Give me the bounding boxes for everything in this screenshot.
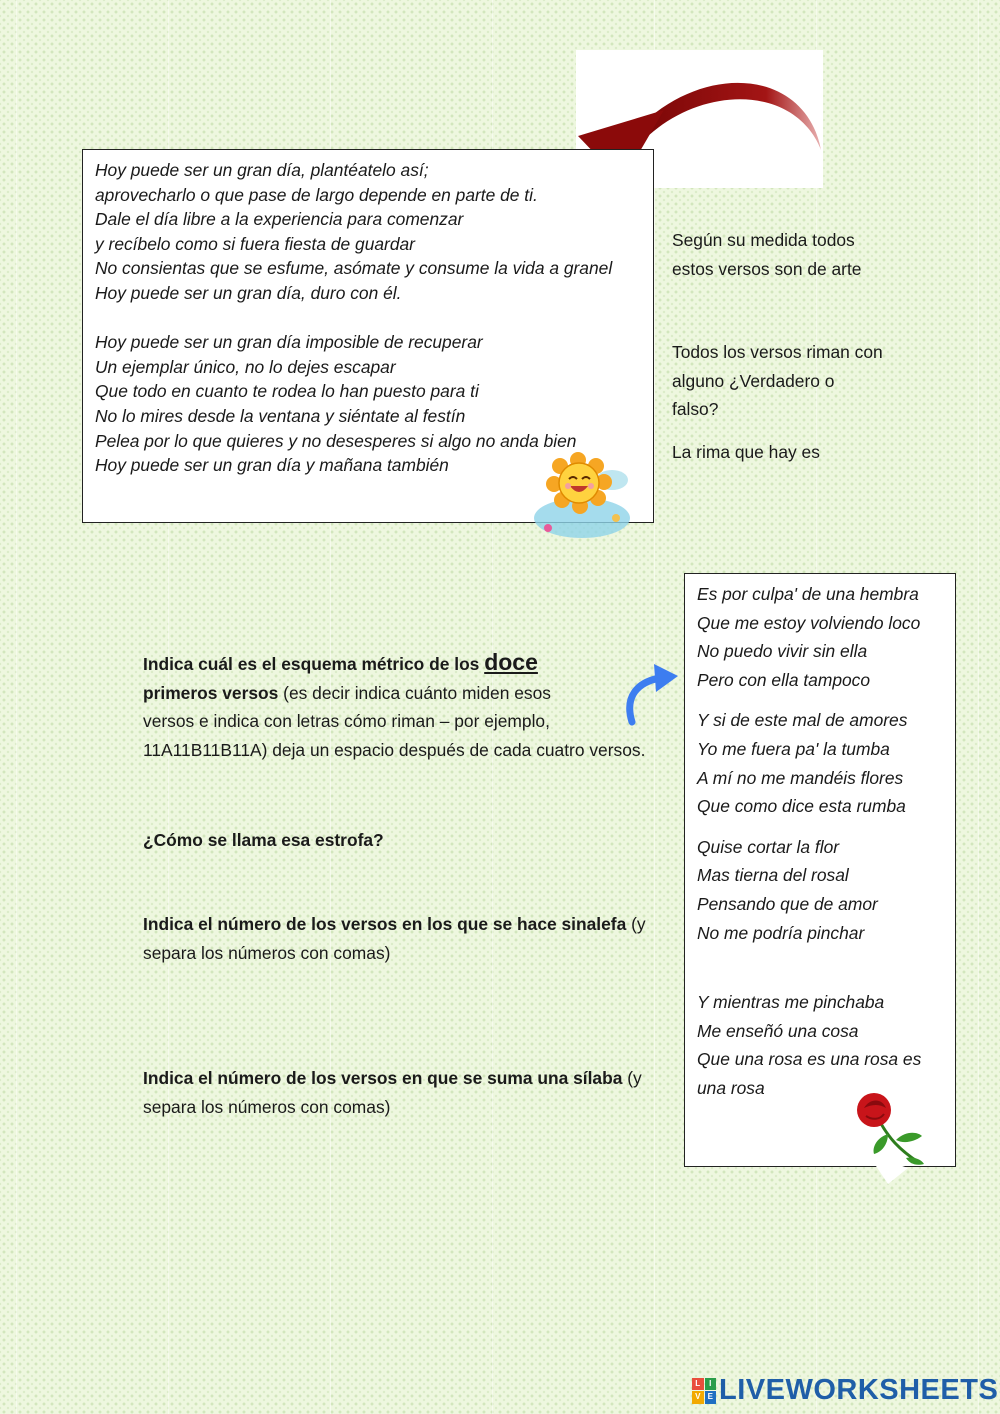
verse-line: Hoy puede ser un gran día, duro con él. xyxy=(95,282,402,303)
instruction-line xyxy=(143,679,673,708)
rose-icon xyxy=(848,1088,932,1184)
verse-line: Pero con ella tampoco xyxy=(697,669,871,690)
instruction-bold: primeros versos xyxy=(143,682,279,703)
question-rhyme-true-false xyxy=(672,338,892,424)
instruction-metric-scheme xyxy=(143,648,673,764)
instruction-bold: Indica cuál es el esquema métrico de los xyxy=(143,654,485,674)
question-text: falso? xyxy=(672,399,719,420)
verse-line: Hoy puede ser un gran día y mañana también xyxy=(95,455,449,476)
verse-line: No lo mires desde la ventana y siéntate al festín xyxy=(95,405,466,426)
bg-line xyxy=(978,0,979,1414)
verse-line: Y mientras me pinchaba xyxy=(697,992,885,1013)
poem2-stanza-2 xyxy=(697,706,943,820)
instruction-line xyxy=(143,648,673,679)
question-text: Según su medida todos xyxy=(672,230,855,250)
instruction-text: versos e indica con letras cómo riman – por ejemplo, xyxy=(143,711,550,732)
question-text: estos versos son de arte xyxy=(672,258,862,279)
logo-mark-letter: L xyxy=(692,1378,704,1391)
logo-mark-letter: E xyxy=(705,1391,717,1404)
verse-line: Dale el día libre a la experiencia para comenzar xyxy=(95,209,464,230)
instruction-text: (y xyxy=(622,1068,642,1088)
instruction-text: (es decir indica cuánto miden esos xyxy=(278,682,551,703)
instruction-line xyxy=(143,910,663,939)
verse-line: Pensando que de amor xyxy=(697,893,878,914)
poem-box-2 xyxy=(684,573,956,1167)
logo-mark-icon xyxy=(692,1378,716,1404)
instruction-text: 11A11B11B11A) deja un espacio después de cada cuatro versos. xyxy=(143,739,646,760)
instruction-text: separa los números con comas) xyxy=(143,1096,391,1117)
verse-line: Un ejemplar único, no lo dejes escapar xyxy=(95,356,396,377)
verse-line: Yo me fuera pa' la tumba xyxy=(697,738,890,759)
stanza-gap xyxy=(95,306,641,331)
poem2-stanza-3 xyxy=(697,833,943,947)
verse-line: Que todo en cuanto te rodea lo han puesto para ti xyxy=(95,381,479,402)
verse-line: Quise cortar la flor xyxy=(697,836,840,857)
verse-line: Que me estoy volviendo loco xyxy=(697,612,921,633)
logo-mark-letter: I xyxy=(705,1378,717,1391)
verse-line: Que como dice esta rumba xyxy=(697,796,906,817)
logo-mark-letter: V xyxy=(692,1391,704,1404)
instruction-bold: Indica el número de los versos en que se suma una sílaba xyxy=(143,1068,623,1088)
question-measure xyxy=(672,226,892,283)
instruction-text: separa los números con comas) xyxy=(143,942,391,963)
question-text: Todos los versos riman con xyxy=(672,342,883,362)
sun-sticker xyxy=(528,448,632,542)
question-text: La rima que hay es xyxy=(672,442,820,462)
question-text: alguno ¿Verdadero o xyxy=(672,370,835,391)
verse-line: Hoy puede ser un gran día, plantéatelo así; xyxy=(95,160,429,180)
verse-line: No me podría pinchar xyxy=(697,922,865,943)
verse-line: No puedo vivir sin ella xyxy=(697,641,868,662)
poem2-stanza-1 xyxy=(697,580,943,694)
verse-line: Que una rosa es una rosa es xyxy=(697,1049,922,1070)
verse-line: Es por culpa' de una hembra xyxy=(697,584,919,604)
verse-line: aprovecharlo o que pase de largo depende en parte de ti. xyxy=(95,184,538,205)
instruction-stanza-name xyxy=(143,826,384,855)
rose-sticker xyxy=(848,1088,932,1184)
verse-line: una rosa xyxy=(697,1077,765,1098)
verse-line: No consientas que se esfume, asómate y consume la vida a granel xyxy=(95,258,613,279)
liveworksheets-logo xyxy=(692,1374,998,1407)
curved-arrow-right-icon xyxy=(620,656,684,730)
blue-arrow-image xyxy=(620,656,684,730)
verse-line: A mí no me mandéis flores xyxy=(697,767,904,788)
instruction-bold: ¿Cómo se llama esa estrofa? xyxy=(143,830,384,850)
bg-line xyxy=(16,0,17,1414)
instruction-extra-syllable xyxy=(143,1064,663,1121)
poem1-stanza-1 xyxy=(95,158,641,306)
instruction-text: (y xyxy=(626,914,646,934)
logo-text: LIVEWORKSHEETS xyxy=(719,1374,999,1406)
instruction-sinalefa xyxy=(143,910,663,967)
verse-line: Me enseñó una cosa xyxy=(697,1020,859,1041)
verse-line: Hoy puede ser un gran día imposible de recuperar xyxy=(95,332,483,353)
verse-line: Pelea por lo que quieres y no desesperes si algo no anda bien xyxy=(95,430,577,451)
verse-line: Mas tierna del rosal xyxy=(697,865,849,886)
question-rhyme-type xyxy=(672,438,892,467)
poem2-stanza-4 xyxy=(697,988,943,1102)
instruction-bold: Indica el número de los versos en los que se hace sinalefa xyxy=(143,914,627,934)
keyword-doce: doce xyxy=(484,649,538,675)
smiling-sun-icon xyxy=(528,448,632,542)
verse-line: y recíbelo como si fuera fiesta de guardar xyxy=(95,233,415,254)
instruction-line xyxy=(143,1064,663,1093)
verse-line: Y si de este mal de amores xyxy=(697,710,908,731)
